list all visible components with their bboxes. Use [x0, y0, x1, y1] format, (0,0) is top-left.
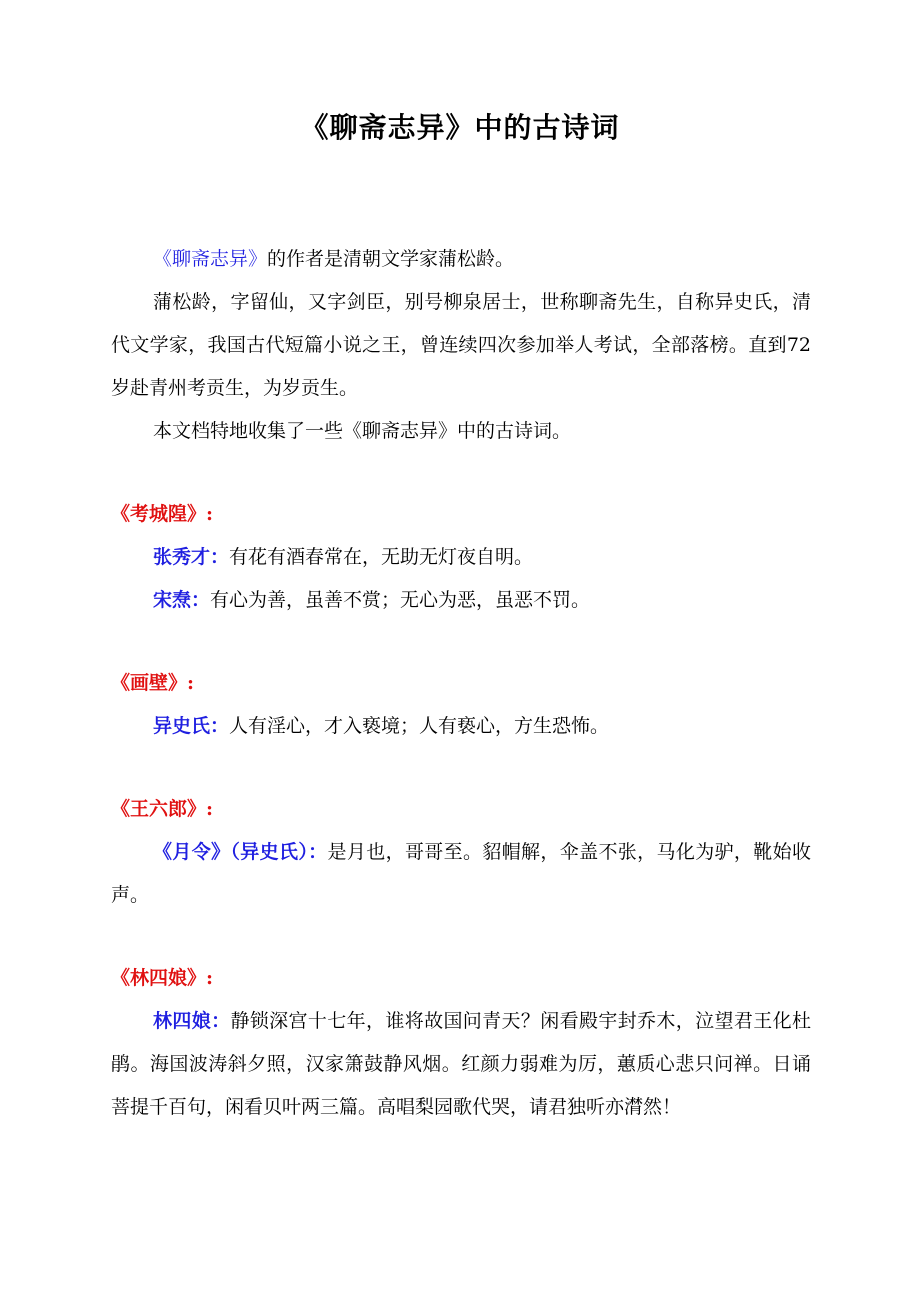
poem-line — [111, 1000, 811, 1129]
section-heading-wangliulang: 《王六郎》: — [111, 798, 214, 820]
poem-speaker: 林四娘： — [153, 1010, 231, 1032]
book-title-link: 《聊斋志异》 — [153, 248, 268, 270]
poem-speaker: 《月令》（异史氏）： — [153, 841, 328, 863]
poem-line — [111, 536, 811, 579]
poem-line — [111, 579, 811, 622]
poem-text: 人有淫心，才入亵境；人有亵心，方生恐怖。 — [229, 715, 610, 737]
intro-paragraph-3: 本文档特地收集了一些《聊斋志异》中的古诗词。 — [153, 420, 572, 442]
poem-text: 是月也，哥哥至。貂帽解，伞盖不张，马化为驴，靴始收声。 — [111, 841, 811, 906]
poem-line — [111, 831, 811, 917]
poem-speaker: 异史氏： — [153, 715, 230, 737]
section-heading-kaochenghuang: 《考城隍》: — [111, 503, 214, 525]
poem-speaker: 宋焘： — [153, 589, 211, 611]
poem-text: 有花有酒春常在，无助无灯夜自明。 — [229, 546, 534, 568]
section-heading-linsiniang: 《林四娘》: — [111, 967, 214, 989]
intro-paragraph-2: 蒲松龄，字留仙，又字剑臣，别号柳泉居士，世称聊斋先生，自称异史氏，清代文学家，我国古代短篇小说之王，曾连续四次参加举人考试，全部落榜。直到72岁赴青州考贡生，为岁贡生。 — [111, 291, 811, 399]
poem-line — [111, 705, 811, 748]
poem-text: 有心为善，虽善不赏；无心为恶，虽恶不罚。 — [210, 589, 591, 611]
intro-paragraph-1-text: 的作者是清朝文学家蒲松龄。 — [267, 248, 515, 270]
page-title: 《聊斋志异》中的古诗词 — [300, 111, 620, 144]
poem-speaker: 张秀才： — [153, 546, 230, 568]
poem-text: 静锁深宫十七年，谁将故国问青天？闲看殿宇封乔木，泣望君王化杜鹃。海国波涛斜夕照，汉家箫鼓静风烟。红颜力弱难为厉，蕙质心悲只问禅。日诵菩提千百句，闲看贝叶两三篇。高唱梨园歌代哭，请君独听亦潸然！ — [111, 1010, 811, 1118]
intro-paragraph-1 — [111, 238, 811, 281]
document-body — [111, 238, 811, 1129]
section-heading-huabi: 《画壁》: — [111, 672, 195, 694]
